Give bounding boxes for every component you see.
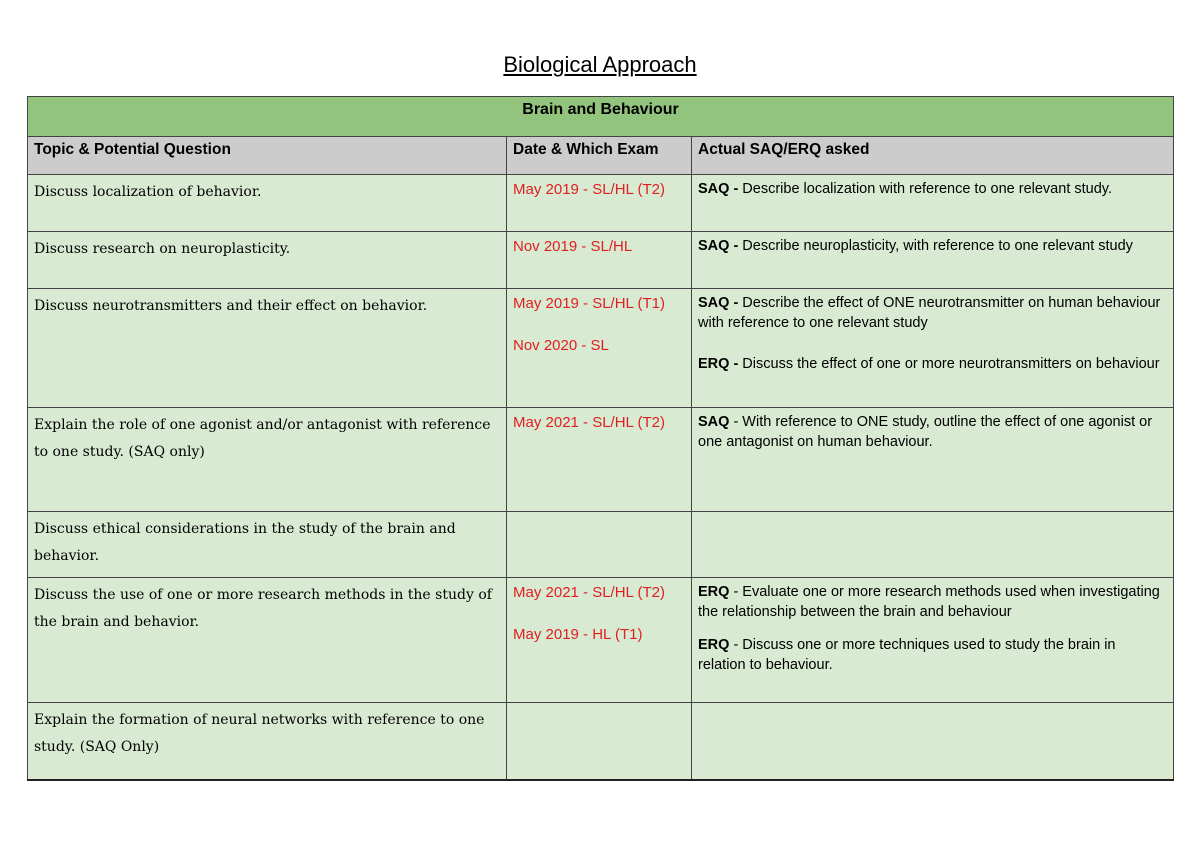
answer-text [698,179,1167,199]
exam-table [27,96,1174,781]
topic-cell: Discuss localization of behavior. [28,175,507,232]
answer-body: - Evaluate one or more research methods used when investigating the relationship between the brain and behaviour [698,584,1160,620]
table-row [28,408,1174,512]
column-header-actual: Actual SAQ/ERQ asked [692,137,1174,175]
answer-body: Discuss the effect of one or more neurotransmitters on behaviour [738,356,1160,372]
exam-cell [507,578,692,703]
exam-cell [507,703,692,780]
section-title: Brain and Behaviour [28,97,1174,137]
exam-cell [507,408,692,512]
answer-cell [692,578,1174,703]
answer-body: Describe localization with reference to one relevant study. [738,181,1112,197]
column-header-topic: Topic & Potential Question [28,137,507,175]
page-title: Biological Approach [503,52,697,77]
column-header-date: Date & Which Exam [507,137,692,175]
answer-text [698,635,1167,675]
table-row [28,175,1174,232]
table-row [28,232,1174,289]
answer-type: ERQ - [698,356,739,372]
answer-text [698,293,1167,333]
topic-cell: Explain the role of one agonist and/or antagonist with reference to one study. (SAQ only) [28,408,507,512]
answer-text [698,582,1167,622]
table-row [28,703,1174,780]
answer-type: SAQ - [698,295,739,311]
answer-text [698,412,1167,452]
answer-type: ERQ [698,584,730,600]
answer-cell [692,512,1174,578]
answer-body: Describe neuroplasticity, with reference to one relevant study [738,238,1133,254]
exam-date: May 2019 - HL (T1) [513,626,643,643]
table-row [28,578,1174,703]
answer-body: - With reference to ONE study, outline the effect of one agonist or one antagonist on human behaviour. [698,414,1153,450]
exam-cell [507,512,692,578]
answer-cell [692,703,1174,780]
answer-cell [692,232,1174,289]
answer-cell [692,175,1174,232]
exam-date: May 2021 - SL/HL (T2) [513,584,665,601]
answer-cell [692,408,1174,512]
topic-cell: Discuss the use of one or more research methods in the study of the brain and behavior. [28,578,507,703]
topic-cell: Explain the formation of neural networks with reference to one study. (SAQ Only) [28,703,507,780]
answer-type: SAQ - [698,238,739,254]
section-header-row [28,97,1174,137]
answer-type: SAQ - [698,181,739,197]
topic-cell: Discuss research on neuroplasticity. [28,232,507,289]
answer-type: ERQ [698,637,730,653]
table-row [28,289,1174,408]
exam-date: Nov 2020 - SL [513,337,609,354]
column-header-row [28,137,1174,175]
exam-date: May 2021 - SL/HL (T2) [513,414,665,431]
answer-text [698,354,1167,374]
exam-date: May 2019 - SL/HL (T1) [513,295,665,312]
answer-type: SAQ [698,414,730,430]
exam-date: Nov 2019 - SL/HL [513,238,633,255]
exam-cell [507,232,692,289]
answer-text [698,236,1167,256]
table-row [28,512,1174,578]
answer-body: - Discuss one or more techniques used to study the brain in relation to behaviour. [698,637,1116,673]
exam-cell [507,175,692,232]
exam-cell [507,289,692,408]
topic-cell: Discuss neurotransmitters and their effect on behavior. [28,289,507,408]
exam-date: May 2019 - SL/HL (T2) [513,181,665,198]
answer-body: Describe the effect of ONE neurotransmitter on human behaviour with reference to one relevant study [698,295,1161,331]
topic-cell: Discuss ethical considerations in the study of the brain and behavior. [28,512,507,578]
answer-cell [692,289,1174,408]
